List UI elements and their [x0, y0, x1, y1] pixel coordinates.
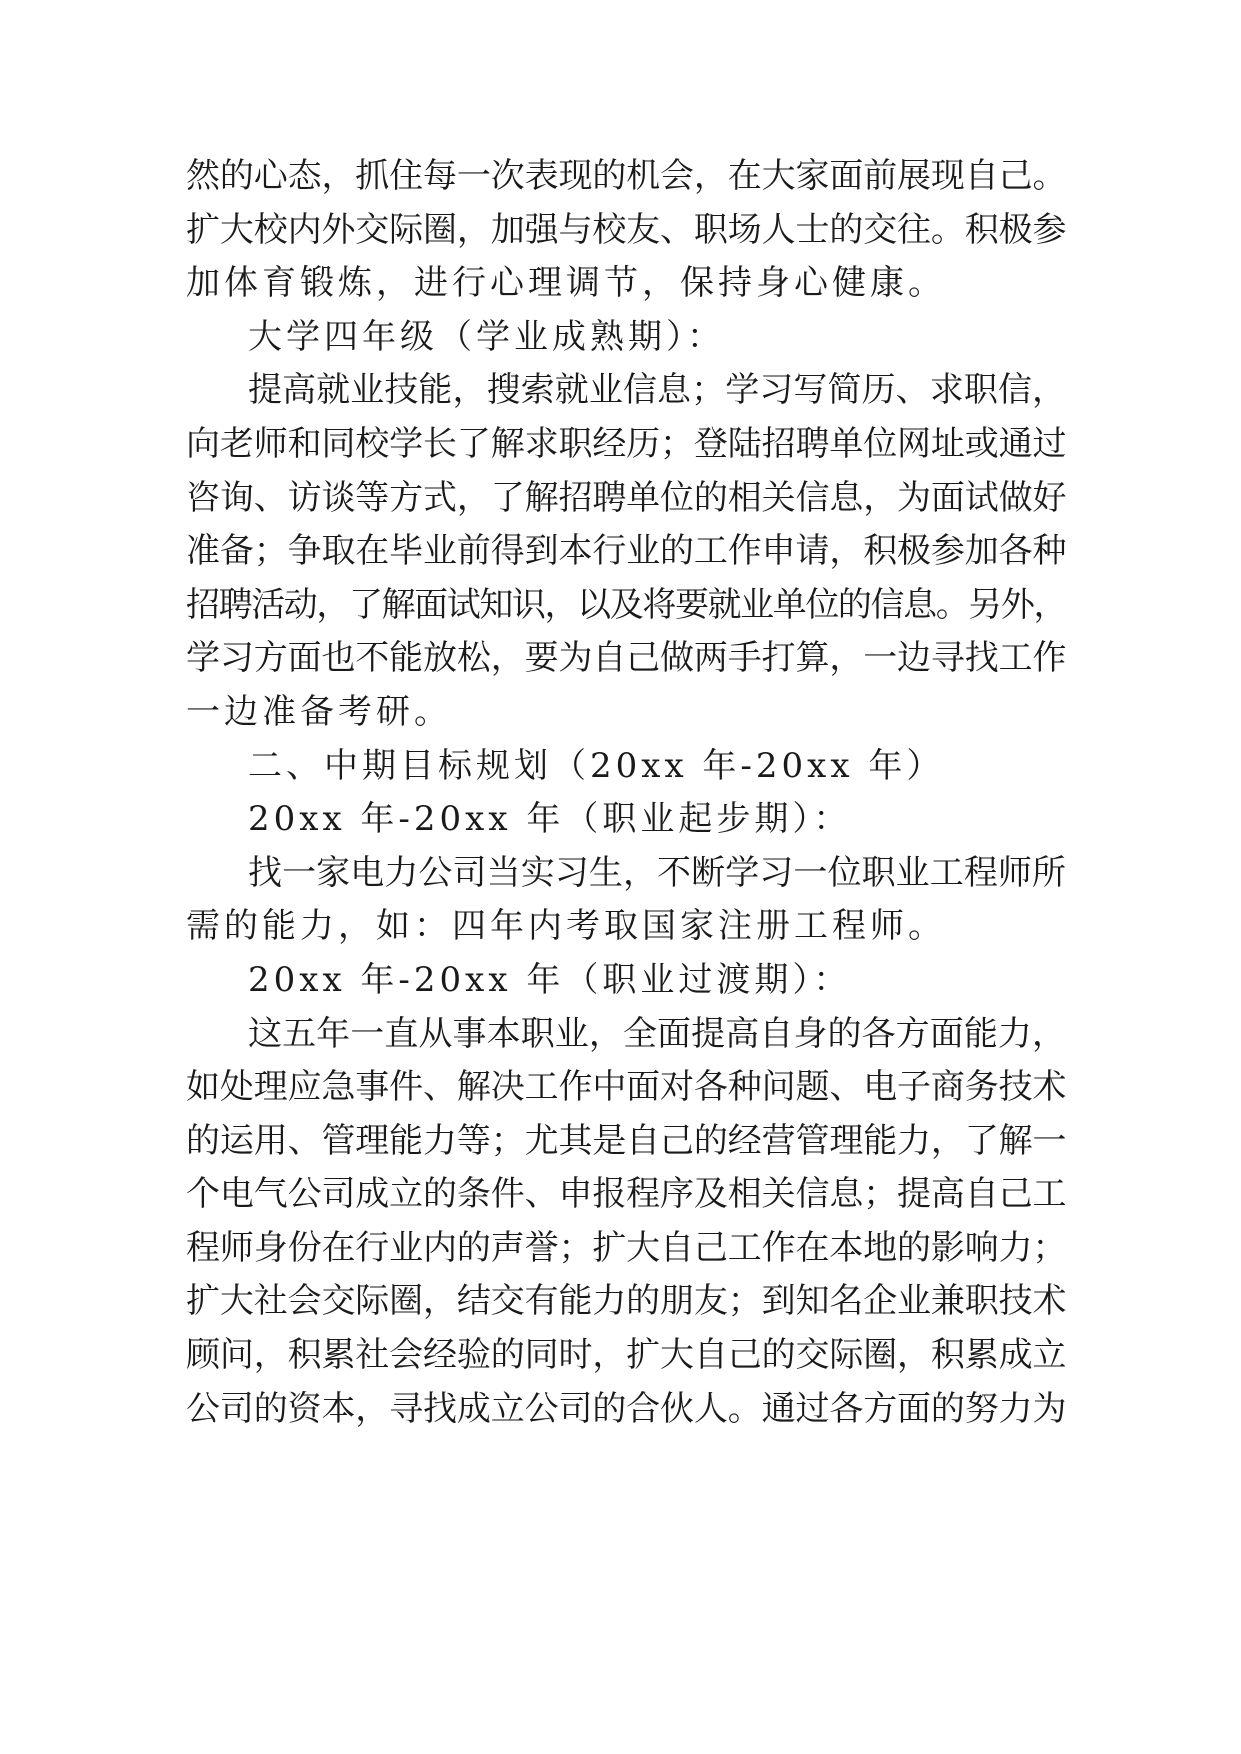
text-line: 准备；争取在毕业前得到本行业的工作申请，积极参加各种	[186, 531, 1066, 572]
text-line: 这五年一直从事本职业，全面提高自身的各方面能力，	[248, 1013, 1066, 1054]
text-line: 需的能力，如：四年内考取国家注册工程师。	[186, 906, 946, 947]
text-line: 招聘活动，了解面试知识，以及将要就业单位的信息。另外，	[186, 584, 1066, 625]
text-line: 提高就业技能，搜索就业信息；学习写简历、求职信，	[248, 370, 1066, 411]
text-line: 扩大社会交际圈，结交有能力的朋友；到知名企业兼职技术	[186, 1281, 1066, 1322]
text-line: 扩大校内外交际圈，加强与校友、职场人士的交往。积极参	[186, 209, 1066, 250]
text-line: 个电气公司成立的条件、申报程序及相关信息；提高自己工	[186, 1174, 1066, 1215]
section-heading: 20xx 年-20xx 年（职业起步期）：	[248, 799, 852, 840]
text-line: 然的心态，抓住每一次表现的机会，在大家面前展现自己。	[186, 156, 1066, 196]
section-heading: 20xx 年-20xx 年（职业过渡期）：	[248, 959, 852, 1000]
section-heading: 二、中期目标规划（20xx 年-20xx 年）	[248, 745, 945, 786]
text-line: 程师身份在行业内的声誉；扩大自己工作在本地的影响力；	[186, 1227, 1066, 1268]
text-line: 学习方面也不能放松，要为自己做两手打算，一边寻找工作	[186, 638, 1066, 679]
text-line: 咨询、访谈等方式，了解招聘单位的相关信息，为面试做好	[186, 477, 1066, 518]
section-heading: 大学四年级（学业成熟期）：	[248, 316, 725, 357]
text-line: 如处理应急事件、解决工作中面对各种问题、电子商务技术	[186, 1067, 1066, 1108]
text-line: 的运用、管理能力等；尤其是自己的经营管理能力，了解一	[186, 1120, 1066, 1161]
text-line: 加体育锻炼，进行心理调节，保持身心健康。	[186, 263, 946, 304]
text-line: 找一家电力公司当实习生，不断学习一位职业工程师所	[248, 852, 1066, 893]
text-line: 向老师和同校学长了解求职经历；登陆招聘单位网址或通过	[186, 423, 1066, 464]
document-body	[186, 150, 1066, 1436]
text-line: 一边准备考研。	[186, 691, 452, 732]
text-line: 顾问，积累社会经验的同时，扩大自己的交际圈，积累成立	[186, 1335, 1066, 1376]
text-line: 公司的资本，寻找成立公司的合伙人。通过各方面的努力为	[186, 1388, 1066, 1429]
